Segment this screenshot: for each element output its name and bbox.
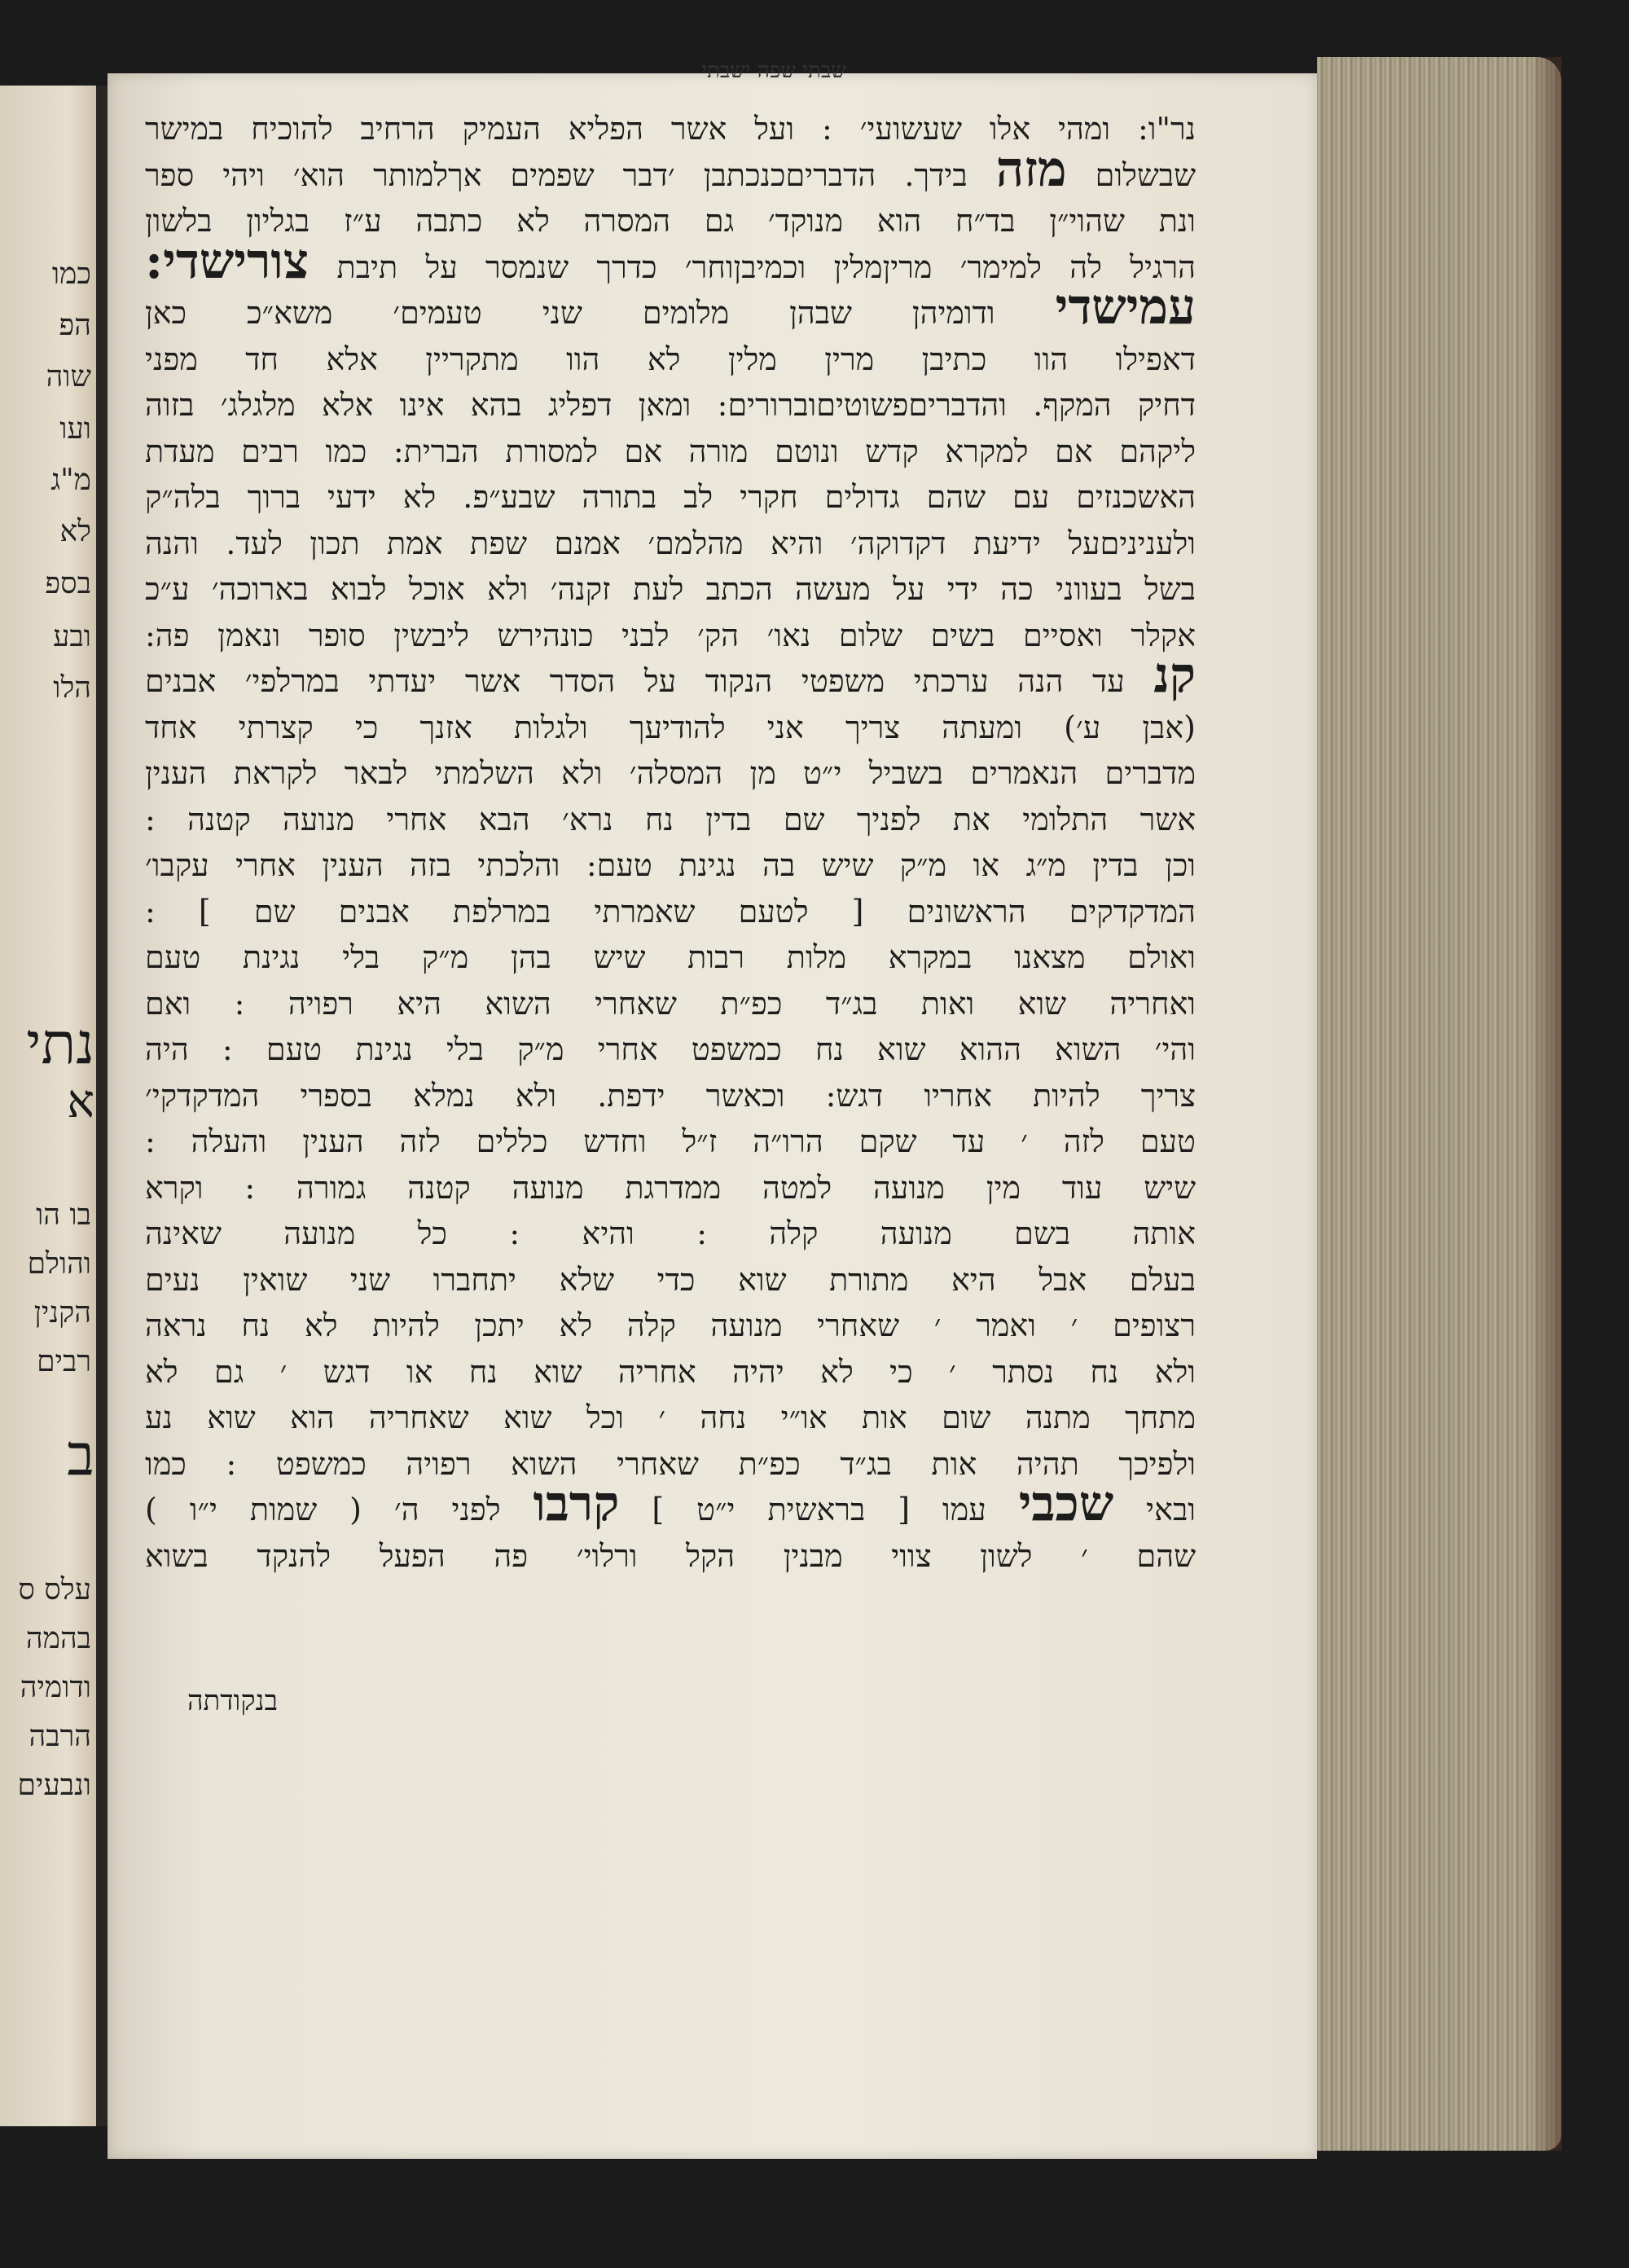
facing-page-line: הלו: [53, 671, 91, 705]
text-segment: בידך. הדבריםכנכתבן ׳דבר שפמים אךלמותר הוא׳ ויהי ספר: [145, 156, 968, 193]
facing-page-line: לא: [59, 515, 91, 548]
text-segment: ונת שהוי״ן בד״ח הוא מנוקד׳ גם המסרה לא כתבה ע״ז בגליון בלשון: [145, 203, 1196, 239]
text-segment: בשל בעווני כה ידי על מעשה הכתב לעת זקנה׳ ולא אוכל לבוא בארוכה׳ ע״כ: [145, 571, 1196, 607]
facing-page-line: כמו: [51, 257, 91, 291]
book-spine-gutter: [96, 86, 108, 2126]
text-line: [145, 1257, 1196, 1303]
text-segment: ואולם מצאנו במקרא מלות רבות שיש בהן מ״ק בלי נגינת טעם: [145, 939, 1196, 975]
text-segment: מדברים הנאמרים בשביל י״ט מן המסלה׳ ולא השלמתי לבאר לקראת הענין: [145, 755, 1196, 791]
text-segment: ולעניניםעל ידיעת דקדוקה׳ והיא מהלמם׳ אמנם שפת אמת תכון לעד. והנה: [145, 525, 1196, 561]
text-line: [145, 1441, 1196, 1488]
text-line: [145, 1533, 1196, 1580]
text-line: [145, 1026, 1196, 1073]
text-line: [145, 1349, 1196, 1396]
text-line: [145, 1073, 1196, 1119]
catchword: בנקודתה: [187, 1685, 278, 1717]
display-word: עמישדי: [1055, 290, 1196, 336]
facing-page-line: ודומיה: [20, 1671, 91, 1704]
text-segment: ליקהם אם למקרא קדש ונוטם מורה אם למסורת הברית: כמו רבים מעדת: [145, 433, 1196, 469]
page-block-edge: [1317, 57, 1561, 2151]
facing-page-line: והולם: [27, 1247, 91, 1281]
text-line: [145, 1211, 1196, 1257]
text-line: [145, 1165, 1196, 1211]
text-line: [145, 290, 1196, 336]
facing-page-heading: נתי: [26, 1010, 94, 1077]
text-line: [145, 613, 1196, 659]
facing-page-line: הקנין: [33, 1296, 91, 1330]
text-segment: ובאי: [1146, 1492, 1196, 1527]
text-line: [145, 382, 1196, 429]
facing-page-heading: ב: [67, 1422, 94, 1488]
text-segment: צריך להיות אחריו דגש: וכאשר ידפת. ולא נמלא בספרי המדקדקי׳: [145, 1077, 1196, 1114]
facing-page-line: בספ: [45, 567, 91, 600]
text-segment: מתחך מתנה שום אות או״י נחה ׳ וכל שוא שאחריה הוא שוא נע: [145, 1400, 1196, 1435]
text-line: [145, 152, 1196, 199]
main-text-block: [145, 106, 1196, 1579]
text-segment: עד הנה ערכתי משפטי הנקוד על הסדר אשר יעדתי במרלפי׳ אבנים: [145, 663, 1125, 699]
facing-page-line: הפ: [59, 309, 91, 342]
text-segment: טעם לזה ׳ עד שקם הרו״ה ז״ל וחדש כללים לזה הענין והעלה :: [145, 1123, 1196, 1159]
display-word: צורישדי:: [145, 244, 310, 290]
text-line: [145, 566, 1196, 613]
text-segment: בעלם אבל היא מתורת שוא כדי שלא יתחברו שני שואין נעים: [145, 1261, 1196, 1298]
text-line: [145, 198, 1196, 244]
text-line: [145, 1395, 1196, 1441]
facing-page-line: בו הו: [36, 1198, 91, 1232]
facing-page-line: הרבה: [29, 1720, 91, 1753]
text-segment: ודומיהן שבהן מלומים שני טעמים׳ משא״כ כאן: [145, 295, 995, 331]
facing-page-edge: [0, 86, 99, 2126]
text-segment: ולפיכך תהיה אות בג״ד כפ״ת שאחרי השוא רפויה כמשפט : כמו: [145, 1445, 1196, 1482]
text-segment: האשכנזים עם שהם גדולים חקרי לב בתורה שבע״פ. לא ידעי ברוך בלה״ק: [145, 479, 1196, 515]
facing-page-line: עלס ס: [18, 1573, 91, 1606]
text-line: [145, 521, 1196, 567]
text-line: [145, 106, 1196, 152]
text-segment: שהם ׳ לשון צווי מבנין הקל ורלוי׳ פה הפעל להנקד בשוא: [145, 1537, 1196, 1574]
text-line: [145, 1303, 1196, 1349]
text-segment: וכן בדין מ״ג או מ״ק שיש בה נגינת טעם: והלכתי בזה הענין אחרי עקבו׳: [145, 847, 1196, 883]
text-segment: שבשלום: [1095, 156, 1196, 193]
text-segment: אשר התלומי את לפניך שם בדין נח נרא׳ הבא אחרי מנועה קטנה :: [145, 801, 1196, 837]
text-segment: נר"ו: ומהי אלו שעשועי׳ : ועל אשר הפליא העמיק הרחיב להוכיח במישר: [145, 111, 1196, 147]
text-line: [145, 336, 1196, 383]
facing-page-heading: א: [67, 1075, 94, 1128]
text-segment: ואחריה שוא ואות בג״ד כפ״ת שאחרי השוא היא רפויה : ואם: [145, 985, 1196, 1022]
text-segment: דחיק המקף. והדבריםפשוטיםוברורים: ומאן דפליג בהא אינו אלא מלגלג׳ בזוה: [145, 387, 1196, 423]
text-segment: עמו [ בראשית י״ט ]: [652, 1492, 986, 1527]
text-line: [145, 797, 1196, 843]
text-segment: רצופים ׳ ואמר ׳ שאחרי מנועה קלה לא יתכן להיות לא נח נראה: [145, 1308, 1196, 1343]
text-segment: אותה בשם מנועה קלה : והיא : כל מנועה שאינה: [145, 1215, 1196, 1251]
text-segment: לפני ה׳ ( שמות י״ו ): [145, 1492, 501, 1527]
text-line: [145, 429, 1196, 475]
text-line: [145, 750, 1196, 797]
text-line: [145, 658, 1196, 705]
text-segment: (אבן ע׳) ומעתה צריך אני להודיעך ולגלות אזנך כי קצרתי אחד: [145, 709, 1196, 745]
text-line: [145, 981, 1196, 1027]
facing-page-line: ונבעים: [17, 1769, 91, 1802]
text-segment: הרגיל לה למימר׳ מריןמלין וכמיבןוחר׳ כדרך שנמסר על תיבת: [336, 248, 1196, 285]
text-line: [145, 889, 1196, 935]
text-segment: שיש עוד מין מנועה למטה ממדרגת מנועה קטנה גמורה : וקרא: [145, 1169, 1196, 1206]
facing-page-line: ועו: [59, 412, 91, 446]
running-head: שבתי שפה ישבתי: [701, 59, 846, 83]
text-segment: והי׳ השוא ההוא שוא נח כמשפט אחרי מ״ק בלי נגינת טעם : היה: [145, 1031, 1196, 1067]
text-line: [145, 474, 1196, 521]
text-line: [145, 705, 1196, 751]
text-segment: המדקדקים הראשונים [ לטעם שאמרתי במרלפת אבנים שם ] :: [145, 893, 1196, 930]
facing-page-line: רבים: [37, 1345, 91, 1378]
text-segment: דאפילו הוו כתיבן מרין מלין לא הוו מתקריין אלא חד מפני: [145, 341, 1196, 377]
facing-page-line: ובע: [53, 620, 91, 653]
display-word: מזה: [995, 152, 1067, 198]
text-line: [145, 1119, 1196, 1165]
text-line: [145, 934, 1196, 981]
facing-page-line: בהמה: [25, 1622, 91, 1655]
display-word: קרבו: [533, 1487, 620, 1532]
display-word: קנ: [1153, 658, 1196, 704]
display-word: שכבי: [1018, 1487, 1114, 1532]
text-segment: אקלר ואסיים בשים שלום נאו׳ הק׳ לבני כונהירש ליבשין סופר ונאמן פה:: [145, 617, 1196, 653]
text-line: [145, 244, 1196, 291]
facing-page-line: שוה: [46, 360, 91, 393]
text-line: [145, 842, 1196, 889]
text-segment: ולא נח נסתר ׳ כי לא יהיה אחריה שוא נח או דגש ׳ גם לא: [145, 1353, 1196, 1390]
text-line: [145, 1487, 1196, 1533]
facing-page-line: מ"ג: [50, 464, 91, 497]
